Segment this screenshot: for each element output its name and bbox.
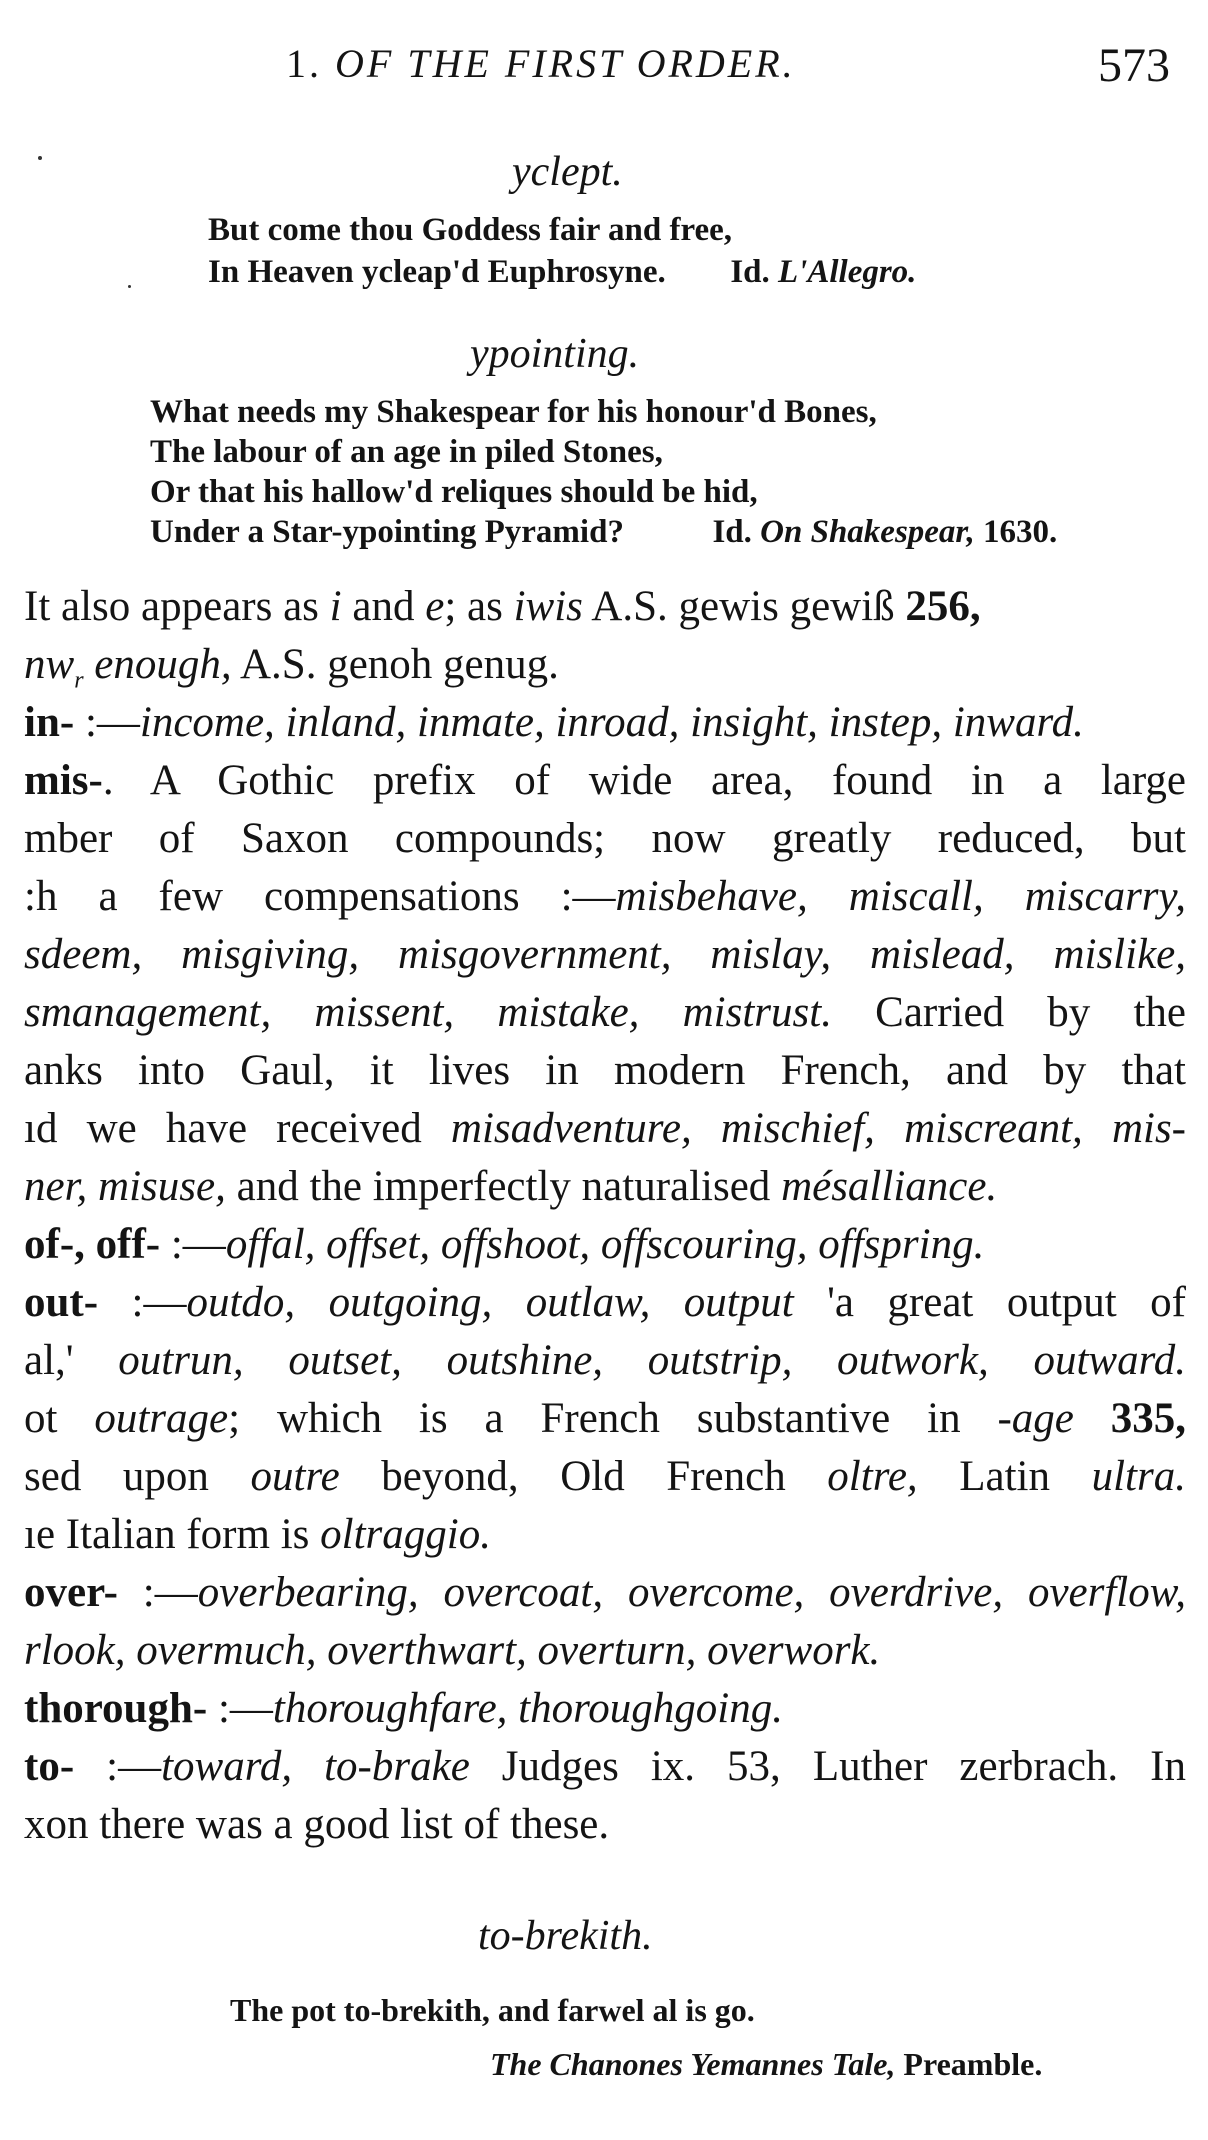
print-speck <box>128 285 131 288</box>
subscript-letter: r <box>74 667 84 694</box>
section-number: 1. <box>286 41 322 86</box>
text: Carried by the <box>831 989 1186 1036</box>
example-words: misbehave, miscall, miscarry, <box>615 873 1186 920</box>
verse-text: Under a Star-ypointing Pyramid? <box>150 514 624 550</box>
text: A.S. gewis gewiß <box>582 583 906 630</box>
prefix-label: thorough- <box>24 1685 208 1732</box>
prefix-label: to- <box>24 1743 75 1790</box>
text: :h a few compensations :— <box>24 873 616 920</box>
verse-line <box>150 514 1057 551</box>
body-line <box>24 698 1084 747</box>
example-words: ner, misuse, <box>24 1163 226 1210</box>
section-ref: 256, <box>905 583 981 630</box>
running-header <box>286 40 796 87</box>
body-line <box>24 1742 1186 1791</box>
prefix-label: mis- <box>24 757 103 804</box>
text: A.S. genoh genug. <box>231 641 559 688</box>
text: Judges ix. 53, Luther zerbrach. <box>469 1743 1119 1790</box>
text: ; as <box>444 583 514 630</box>
body-line: mber of Saxon compounds; now greatly reduced, but <box>24 815 1186 862</box>
text: sed upon <box>24 1453 251 1500</box>
text: It also appears as <box>24 583 330 630</box>
example-word: enough, <box>83 641 232 688</box>
text: :— <box>207 1685 273 1732</box>
body-line: xon there was a good list of these. <box>24 1801 610 1848</box>
body-line <box>24 1220 984 1269</box>
text: In <box>1118 1743 1186 1790</box>
text: beyond, Old French <box>339 1453 828 1500</box>
body-line <box>24 1568 1186 1617</box>
example-word: oltre, <box>827 1453 918 1500</box>
suffix-example: -age <box>997 1395 1074 1442</box>
text: ıd we have received <box>24 1105 451 1152</box>
italic-letter: i <box>329 583 342 630</box>
text: :— <box>74 1743 162 1790</box>
text: and <box>341 583 426 630</box>
example-word: outrage <box>94 1395 229 1442</box>
example-words: outdo, outgoing, outlaw, output <box>186 1279 794 1326</box>
text: ; which is a French substantive in <box>228 1395 998 1442</box>
example-word: iwis <box>513 583 583 630</box>
body-line <box>24 1684 783 1733</box>
italic-fragment: nw <box>24 641 75 688</box>
example-words: outrun, outset, outshine, outstrip, outwork, outward. <box>73 1337 1186 1384</box>
body-line <box>24 640 559 695</box>
text: ıe Italian form is <box>24 1511 321 1558</box>
body-line <box>24 1452 1186 1501</box>
body-line <box>24 872 1186 921</box>
section-title: OF THE FIRST ORDER. <box>335 41 796 86</box>
citation-work: On Shakespear, <box>760 514 975 550</box>
text: :— <box>160 1221 226 1268</box>
text: . A Gothic prefix of wide area, found in a large <box>102 757 1186 804</box>
verse-line: The pot to-brekith, and farwel al is go. <box>230 1992 755 2028</box>
verse-line: Or that his hallow'd reliques should be hid, <box>150 474 758 510</box>
text: ot <box>24 1395 95 1442</box>
text: and the imperfectly naturalised <box>225 1163 782 1210</box>
headword-ypointing: ypointing. <box>470 331 640 377</box>
body-line <box>24 1394 1186 1443</box>
text: :— <box>74 699 140 746</box>
example-words: thoroughfare, thoroughgoing. <box>272 1685 783 1732</box>
prefix-label: of-, off- <box>24 1221 161 1268</box>
body-line <box>24 1510 491 1559</box>
citation <box>490 2046 1042 2083</box>
verse-line: What needs my Shakespear for his honour'd Bones, <box>150 394 877 430</box>
example-words: toward, to-brake <box>161 1743 470 1790</box>
citation-year: 1630. <box>982 514 1058 550</box>
page-number: 573 <box>1098 39 1170 92</box>
prefix-label: over- <box>24 1569 118 1616</box>
body-line <box>24 1104 1186 1153</box>
body-line <box>24 1336 1186 1385</box>
example-word: oltraggio. <box>320 1511 491 1558</box>
italic-letter: e <box>425 583 445 630</box>
example-words: offal, offset, offshoot, offscouring, offspring. <box>225 1221 985 1268</box>
body-line <box>24 756 1186 805</box>
headword-yclept: yclept. <box>512 149 623 195</box>
citation-work: The Chanones Yemannes Tale, <box>490 2046 896 2082</box>
citation-work: L'Allegro. <box>778 254 917 290</box>
text: :— <box>98 1279 187 1326</box>
verse-line: The labour of an age in piled Stones, <box>150 434 663 470</box>
prefix-label: in- <box>24 699 75 746</box>
body-line: anks into Gaul, it lives in modern French, and by that <box>24 1047 1186 1094</box>
headword-to-brekith: to-brekith. <box>478 1913 653 1959</box>
example-words: smanagement, missent, mistake, mistrust. <box>24 989 832 1036</box>
verse-line <box>208 254 916 291</box>
example-word: ultra. <box>1091 1453 1186 1500</box>
text: 'a great output of <box>793 1279 1186 1326</box>
body-line <box>24 1278 1186 1327</box>
example-words: overbearing, overcoat, overcome, overdrive, overflow, <box>197 1569 1186 1616</box>
example-words: income, inland, inmate, inroad, insight, instep, inward. <box>139 699 1084 746</box>
print-speck <box>38 156 42 160</box>
example-word: mésalliance. <box>781 1163 998 1210</box>
body-line <box>24 582 981 631</box>
body-line <box>24 988 1186 1037</box>
text: :— <box>117 1569 198 1616</box>
body-line: sdeem, misgiving, misgovernment, mislay, mislead, mislike, <box>24 931 1186 978</box>
example-words: misadventure, mischief, miscreant, mis- <box>450 1105 1186 1152</box>
body-line: rlook, overmuch, overthwart, overturn, overwork. <box>24 1627 881 1674</box>
text: al,' <box>24 1337 74 1384</box>
citation-part: Preamble. <box>903 2046 1043 2082</box>
verse-text: In Heaven ycleap'd Euphrosyne. <box>208 254 666 290</box>
body-line <box>24 1162 997 1211</box>
example-word: outre <box>250 1453 340 1500</box>
prefix-label: out- <box>24 1279 99 1326</box>
citation-ref: Id. <box>730 254 770 290</box>
citation-ref: Id. <box>712 514 752 550</box>
section-ref: 335, <box>1073 1395 1186 1442</box>
verse-line: But come thou Goddess fair and free, <box>208 212 733 248</box>
text: Latin <box>917 1453 1092 1500</box>
